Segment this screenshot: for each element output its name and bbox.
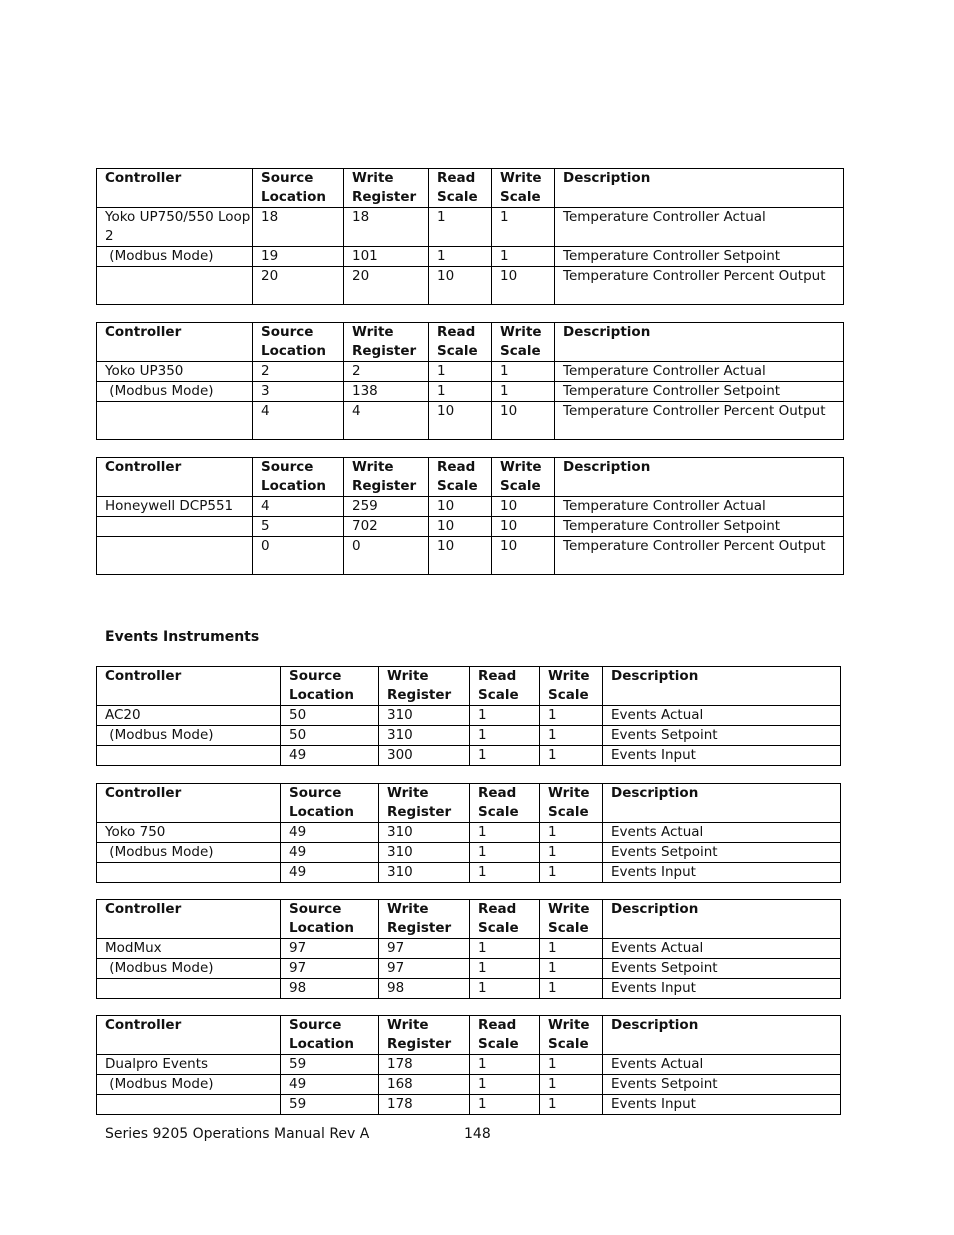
cell-source-location: 4	[253, 402, 344, 440]
header-write-register: Write Register	[379, 667, 470, 706]
cell-controller	[97, 863, 281, 883]
header-description: Description	[555, 169, 844, 208]
cell-source-location: 5	[253, 517, 344, 537]
cell-description: Events Input	[603, 1095, 841, 1115]
cell-write-scale: 10	[492, 402, 555, 440]
header-description: Description	[603, 1016, 841, 1055]
cell-write-register: 178	[379, 1095, 470, 1115]
cell-source-location: 0	[253, 537, 344, 575]
cell-write-scale: 1	[540, 939, 603, 959]
cell-controller	[97, 537, 253, 575]
header-write-register: Write Register	[344, 169, 429, 208]
cell-source-location: 50	[281, 706, 379, 726]
header-source-location: Source Location	[253, 169, 344, 208]
cell-write-register: 702	[344, 517, 429, 537]
cell-write-scale: 1	[540, 706, 603, 726]
table-row	[97, 959, 841, 979]
temperature-table-3	[96, 457, 844, 575]
cell-write-register: 98	[379, 979, 470, 999]
events-table-1	[96, 666, 841, 766]
cell-source-location: 18	[253, 208, 344, 247]
cell-description: Events Input	[603, 979, 841, 999]
table-row	[97, 1075, 841, 1095]
cell-write-scale: 1	[540, 726, 603, 746]
cell-description: Temperature Controller Actual	[555, 497, 844, 517]
cell-write-register: 2	[344, 362, 429, 382]
cell-read-scale: 10	[429, 267, 492, 305]
cell-write-scale: 1	[492, 247, 555, 267]
cell-write-register: 310	[379, 863, 470, 883]
cell-source-location: 97	[281, 959, 379, 979]
cell-description: Temperature Controller Setpoint	[555, 382, 844, 402]
cell-description: Temperature Controller Actual	[555, 362, 844, 382]
cell-source-location: 59	[281, 1095, 379, 1115]
cell-source-location: 19	[253, 247, 344, 267]
cell-write-scale: 1	[540, 843, 603, 863]
cell-source-location: 20	[253, 267, 344, 305]
temperature-table-2	[96, 322, 844, 440]
cell-write-scale: 1	[540, 1095, 603, 1115]
cell-description: Events Actual	[603, 823, 841, 843]
cell-write-scale: 1	[540, 746, 603, 766]
cell-write-scale: 1	[540, 979, 603, 999]
cell-controller: Dualpro Events	[97, 1055, 281, 1075]
cell-source-location: 59	[281, 1055, 379, 1075]
cell-controller: (Modbus Mode)	[97, 1075, 281, 1095]
table-row	[97, 746, 841, 766]
cell-read-scale: 1	[470, 1095, 540, 1115]
header-read-scale: Read Scale	[429, 169, 492, 208]
header-source-location: Source Location	[253, 323, 344, 362]
header-write-scale: Write Scale	[492, 458, 555, 497]
cell-write-register: 138	[344, 382, 429, 402]
cell-controller: AC20	[97, 706, 281, 726]
cell-read-scale: 10	[429, 537, 492, 575]
cell-write-register: 0	[344, 537, 429, 575]
table-row	[97, 497, 844, 517]
cell-write-scale: 1	[540, 1075, 603, 1095]
cell-description: Events Actual	[603, 706, 841, 726]
cell-source-location: 50	[281, 726, 379, 746]
cell-write-scale: 1	[540, 1055, 603, 1075]
table-header-row	[97, 458, 844, 497]
cell-write-scale: 1	[492, 362, 555, 382]
cell-description: Temperature Controller Setpoint	[555, 247, 844, 267]
cell-write-scale: 10	[492, 267, 555, 305]
header-write-scale: Write Scale	[492, 169, 555, 208]
cell-write-register: 310	[379, 823, 470, 843]
header-read-scale: Read Scale	[470, 1016, 540, 1055]
cell-read-scale: 1	[470, 726, 540, 746]
header-write-register: Write Register	[344, 323, 429, 362]
table-row	[97, 863, 841, 883]
header-write-register: Write Register	[344, 458, 429, 497]
cell-description: Events Setpoint	[603, 726, 841, 746]
section-title-events-instruments: Events Instruments	[105, 629, 260, 645]
cell-source-location: 98	[281, 979, 379, 999]
cell-write-register: 18	[344, 208, 429, 247]
cell-description: Temperature Controller Percent Output	[555, 537, 844, 575]
table-row	[97, 843, 841, 863]
cell-controller: (Modbus Mode)	[97, 382, 253, 402]
header-read-scale: Read Scale	[470, 667, 540, 706]
cell-read-scale: 1	[470, 823, 540, 843]
cell-controller	[97, 517, 253, 537]
cell-description: Events Setpoint	[603, 959, 841, 979]
cell-read-scale: 1	[470, 863, 540, 883]
header-write-scale: Write Scale	[492, 323, 555, 362]
header-write-register: Write Register	[379, 784, 470, 823]
cell-controller	[97, 746, 281, 766]
cell-write-register: 178	[379, 1055, 470, 1075]
cell-source-location: 97	[281, 939, 379, 959]
header-description: Description	[603, 784, 841, 823]
cell-read-scale: 10	[429, 402, 492, 440]
cell-write-scale: 10	[492, 497, 555, 517]
cell-source-location: 49	[281, 746, 379, 766]
table-header-row	[97, 784, 841, 823]
cell-write-register: 97	[379, 959, 470, 979]
cell-write-scale: 1	[540, 863, 603, 883]
cell-write-register: 259	[344, 497, 429, 517]
cell-read-scale: 1	[470, 843, 540, 863]
header-source-location: Source Location	[281, 1016, 379, 1055]
cell-controller	[97, 1095, 281, 1115]
table-row	[97, 823, 841, 843]
table-header-row	[97, 1016, 841, 1055]
cell-write-register: 97	[379, 939, 470, 959]
cell-controller: (Modbus Mode)	[97, 247, 253, 267]
cell-write-register: 310	[379, 726, 470, 746]
cell-source-location: 2	[253, 362, 344, 382]
table-row	[97, 267, 844, 305]
table-row	[97, 402, 844, 440]
cell-controller: Yoko UP750/550 Loop 2	[97, 208, 253, 247]
header-source-location: Source Location	[253, 458, 344, 497]
cell-controller	[97, 402, 253, 440]
cell-controller: (Modbus Mode)	[97, 959, 281, 979]
cell-description: Events Setpoint	[603, 843, 841, 863]
cell-write-scale: 10	[492, 537, 555, 575]
footer-manual-title: Series 9205 Operations Manual Rev A	[105, 1126, 370, 1142]
header-description: Description	[603, 667, 841, 706]
header-controller: Controller	[97, 323, 253, 362]
table-row	[97, 939, 841, 959]
cell-write-register: 20	[344, 267, 429, 305]
cell-controller: Yoko 750	[97, 823, 281, 843]
table-header-row	[97, 169, 844, 208]
cell-source-location: 4	[253, 497, 344, 517]
table-row	[97, 979, 841, 999]
header-controller: Controller	[97, 458, 253, 497]
cell-write-register: 310	[379, 843, 470, 863]
cell-write-register: 101	[344, 247, 429, 267]
cell-write-scale: 10	[492, 517, 555, 537]
cell-read-scale: 1	[470, 1075, 540, 1095]
cell-write-scale: 1	[492, 382, 555, 402]
cell-description: Events Actual	[603, 1055, 841, 1075]
cell-write-scale: 1	[540, 823, 603, 843]
cell-read-scale: 10	[429, 497, 492, 517]
header-source-location: Source Location	[281, 667, 379, 706]
table-row	[97, 537, 844, 575]
cell-description: Temperature Controller Percent Output	[555, 402, 844, 440]
cell-read-scale: 1	[470, 1055, 540, 1075]
table-row	[97, 726, 841, 746]
cell-description: Temperature Controller Percent Output	[555, 267, 844, 305]
header-source-location: Source Location	[281, 900, 379, 939]
table-header-row	[97, 323, 844, 362]
table-row	[97, 208, 844, 247]
cell-read-scale: 1	[429, 382, 492, 402]
events-table-3	[96, 899, 841, 999]
cell-controller: Honeywell DCP551	[97, 497, 253, 517]
table-row	[97, 382, 844, 402]
header-write-scale: Write Scale	[540, 784, 603, 823]
header-controller: Controller	[97, 1016, 281, 1055]
table-row	[97, 706, 841, 726]
cell-source-location: 3	[253, 382, 344, 402]
header-read-scale: Read Scale	[470, 784, 540, 823]
cell-description: Temperature Controller Setpoint	[555, 517, 844, 537]
header-write-register: Write Register	[379, 1016, 470, 1055]
cell-read-scale: 1	[470, 746, 540, 766]
table-row	[97, 362, 844, 382]
table-header-row	[97, 900, 841, 939]
table-row	[97, 247, 844, 267]
events-table-2	[96, 783, 841, 883]
cell-source-location: 49	[281, 843, 379, 863]
cell-controller: (Modbus Mode)	[97, 726, 281, 746]
cell-read-scale: 1	[429, 362, 492, 382]
cell-read-scale: 1	[470, 979, 540, 999]
footer-page-number: 148	[464, 1126, 491, 1142]
header-source-location: Source Location	[281, 784, 379, 823]
table-row	[97, 1055, 841, 1075]
cell-controller: ModMux	[97, 939, 281, 959]
cell-controller	[97, 979, 281, 999]
header-controller: Controller	[97, 900, 281, 939]
header-write-scale: Write Scale	[540, 667, 603, 706]
header-description: Description	[603, 900, 841, 939]
header-read-scale: Read Scale	[470, 900, 540, 939]
cell-write-register: 300	[379, 746, 470, 766]
temperature-table-1	[96, 168, 844, 305]
events-table-4	[96, 1015, 841, 1115]
cell-read-scale: 10	[429, 517, 492, 537]
cell-source-location: 49	[281, 823, 379, 843]
cell-controller	[97, 267, 253, 305]
header-write-register: Write Register	[379, 900, 470, 939]
cell-description: Temperature Controller Actual	[555, 208, 844, 247]
cell-write-scale: 1	[492, 208, 555, 247]
cell-write-register: 310	[379, 706, 470, 726]
cell-controller: Yoko UP350	[97, 362, 253, 382]
header-description: Description	[555, 458, 844, 497]
cell-source-location: 49	[281, 1075, 379, 1095]
cell-description: Events Actual	[603, 939, 841, 959]
cell-read-scale: 1	[470, 706, 540, 726]
table-row	[97, 1095, 841, 1115]
header-controller: Controller	[97, 169, 253, 208]
header-controller: Controller	[97, 784, 281, 823]
table-row	[97, 517, 844, 537]
cell-source-location: 49	[281, 863, 379, 883]
cell-write-register: 168	[379, 1075, 470, 1095]
cell-read-scale: 1	[429, 208, 492, 247]
cell-read-scale: 1	[470, 959, 540, 979]
cell-description: Events Input	[603, 863, 841, 883]
header-write-scale: Write Scale	[540, 900, 603, 939]
header-read-scale: Read Scale	[429, 323, 492, 362]
cell-controller: (Modbus Mode)	[97, 843, 281, 863]
header-read-scale: Read Scale	[429, 458, 492, 497]
cell-read-scale: 1	[470, 939, 540, 959]
header-controller: Controller	[97, 667, 281, 706]
cell-read-scale: 1	[429, 247, 492, 267]
header-description: Description	[555, 323, 844, 362]
header-write-scale: Write Scale	[540, 1016, 603, 1055]
table-header-row	[97, 667, 841, 706]
cell-write-register: 4	[344, 402, 429, 440]
cell-description: Events Setpoint	[603, 1075, 841, 1095]
cell-description: Events Input	[603, 746, 841, 766]
cell-write-scale: 1	[540, 959, 603, 979]
